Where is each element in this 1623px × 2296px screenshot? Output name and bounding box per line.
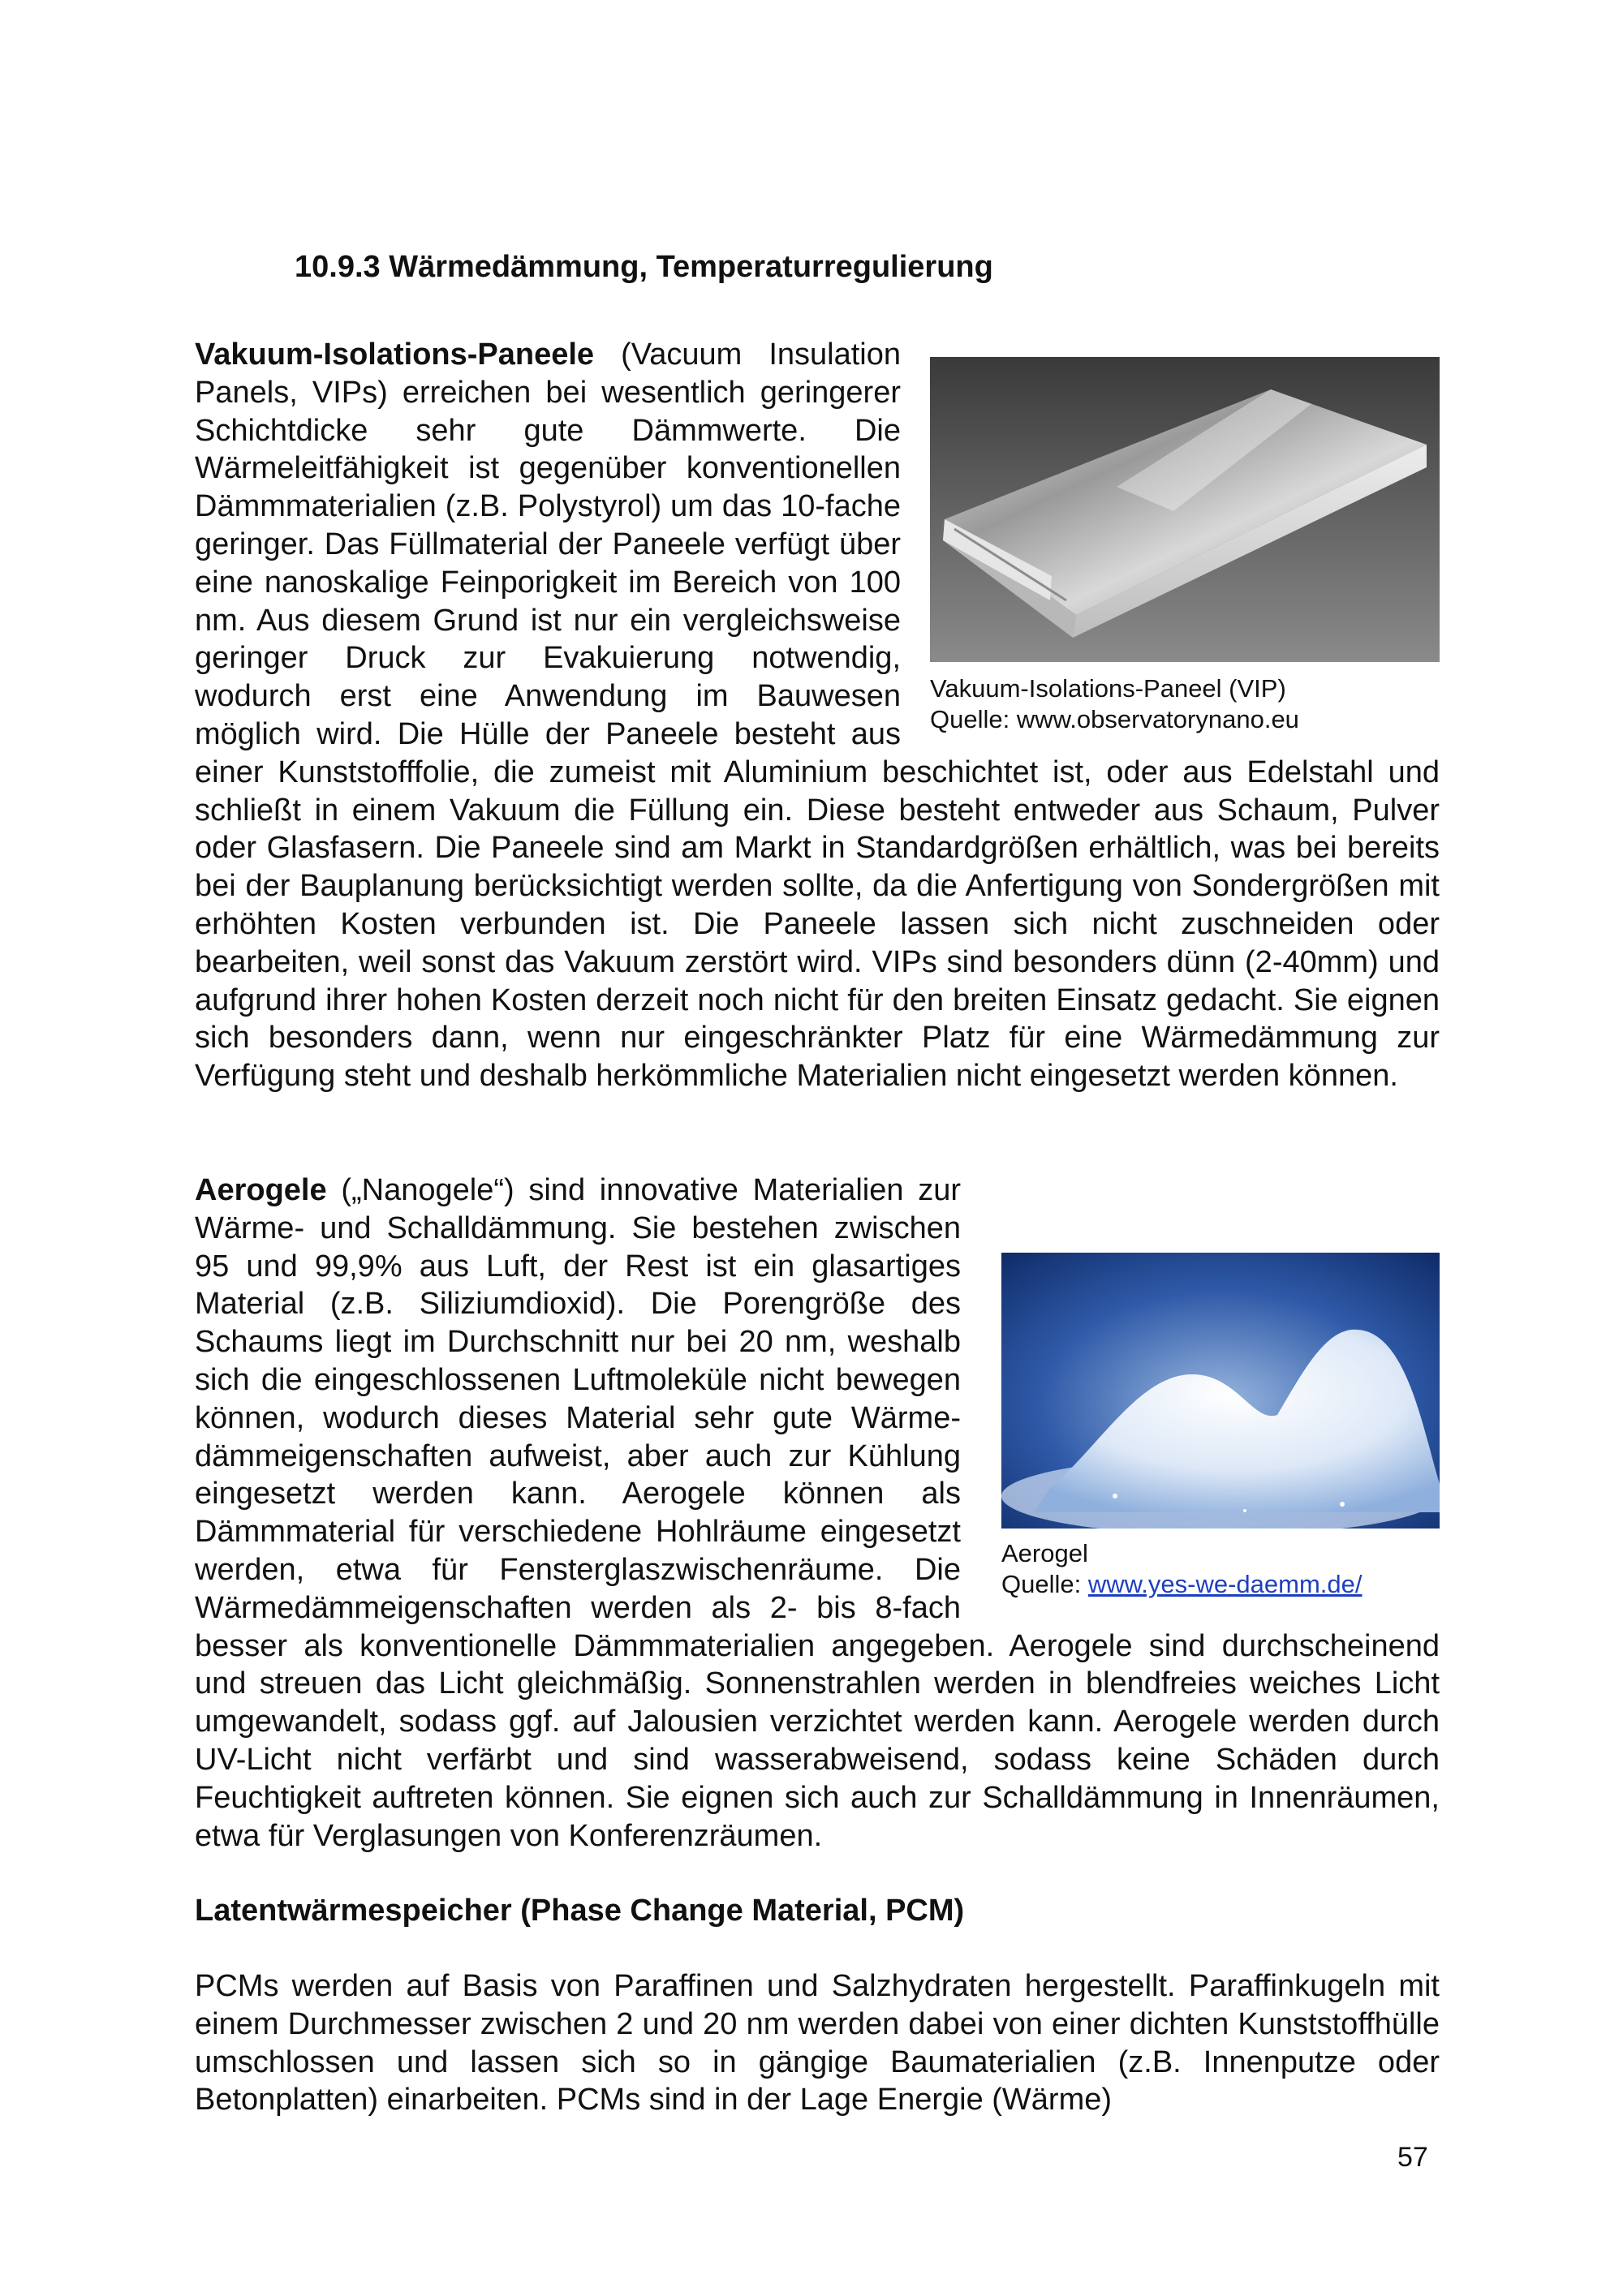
section-heading: 10.9.3 Wärmedämmung, Temperaturregulierung (295, 250, 993, 284)
aerogel-term: Aerogele (195, 1173, 327, 1207)
vip-text: (Vacuum Insulation Panels, VIPs) erreichen bei wesentlich geringerer Schichtdicke sehr gute Dämmwerte. Die Wärmeleitfähigkeit ist gegenüber konventionellen Dämmmaterialien (z.B. Polystyrol) um das 10-fache geringer. Das Füllmaterial der Paneele verfügt über eine nanoskalige Feinporigkeit im Bereich von 100 nm. Aus diesem Grund ist nur ein vergleichsweise geringer Druck zur Evakuierung notwendig, wodurch erst eine Anwendung im Bauwesen möglich wird. Die Hülle der Paneele besteht aus einer Kunststofffolie, die zumeist mit Aluminium beschichtet ist, oder aus Edelstahl und schließt in einem Vakuum die Füllung ein. Diese besteht entweder aus Schaum, Pulver oder Glasfasern. Die Paneele sind am Markt in Standardgrößen erhältlich, was bei bereits bei der Bauplanung berücksichtigt werden sollte, da die Anfertigung von Sondergrößen mit erhöhten Kosten verbunden ist. Die Paneele lassen sich nicht zuschneiden oder bearbeiten, weil sonst das Vakuum zerstört wird. VIPs sind besonders dünn (2-40mm) und aufgrund ihrer hohen Kosten derzeit noch nicht für den breiten Einsatz gedacht. Sie eignen sich besonders dann, wenn nur eingeschränkter Platz für eine Wärmedämmung zur Verfügung steht und deshalb herkömmliche Materialien nicht eingesetzt werden können. (195, 338, 1440, 1094)
vip-figure-source: Quelle: www.observatorynano.eu (930, 705, 1299, 733)
vip-panel-image (930, 357, 1440, 662)
aerogel-source-link[interactable]: www.yes-we-daemm.de/ (1087, 1570, 1363, 1598)
aerogel-source-prefix: Quelle: (1001, 1570, 1088, 1598)
vip-term: Vakuum-Isolations-Paneele (195, 338, 595, 372)
pcm-heading: Latentwärmespeicher (Phase Change Material, PCM) (195, 1894, 965, 1928)
vip-figure (930, 357, 1440, 735)
pcm-paragraph: PCMs werden auf Basis von Paraffinen und Salzhydraten hergestellt. Paraffinkugeln mit einem Durchmesser zwischen 2 und 20 nm werden dabei von einer dichten Kunststoffhülle umschlossen und lassen sich so in gängige Baumaterialien (z.B. Innenputze oder Betonplatten) einarbeiten. PCMs sind in der Lage Energie (Wärme) (195, 1969, 1440, 2118)
aerogel-paragraph (195, 1172, 1440, 1855)
aerogel-figure-source (1001, 1569, 1440, 1600)
vip-paragraph (195, 336, 1440, 1095)
page-number: 57 (1397, 2142, 1428, 2173)
aerogel-figure-caption: Aerogel (1001, 1539, 1088, 1567)
aerogel-text: („Nanogele“) sind innovative Materialien zur Wärme- und Schalldämmung. Sie bestehen zwischen 95 und 99,9% aus Luft, der Rest ist ein glasartiges Material (z.B. Siliziumdioxid). Die Porengröße des Schaums liegt im Durchschnitt nur bei 20 nm, weshalb sich die eingeschlossenen Luftmoleküle nicht bewegen können, wodurch dieses Material sehr gute Wärmedämmeigenschaften aufweist, aber auch zur Kühlung eingesetzt werden kann. Aerogele können als Dämmmaterial für verschiedene Hohlräume eingesetzt werden, etwa für Fensterglaszwischenräume. Die Wärmedämmeigenschaften werden als 2- bis 8-fach besser als konventionelle Dämmmaterialien angegeben. Aerogele sind durchscheinend und streuen das Licht gleichmäßig. Sonnenstrahlen werden in blendfreies weiches Licht umgewandelt, sodass ggf. auf Jalousien verzichtet werden kann. Aerogele werden durch UV-Licht nicht verfärbt und sind wasserabweisend, sodass keine Schäden durch Feuchtigkeit auftreten können. Sie eignen sich auch zur Schalldämmung in Innenräumen, etwa für Verglasungen von Konferenzräumen. (195, 1173, 1440, 1853)
aerogel-figure (1001, 1253, 1440, 1600)
aerogel-image (1001, 1253, 1440, 1529)
vip-figure-caption: Vakuum-Isolations-Paneel (VIP) (930, 674, 1286, 703)
